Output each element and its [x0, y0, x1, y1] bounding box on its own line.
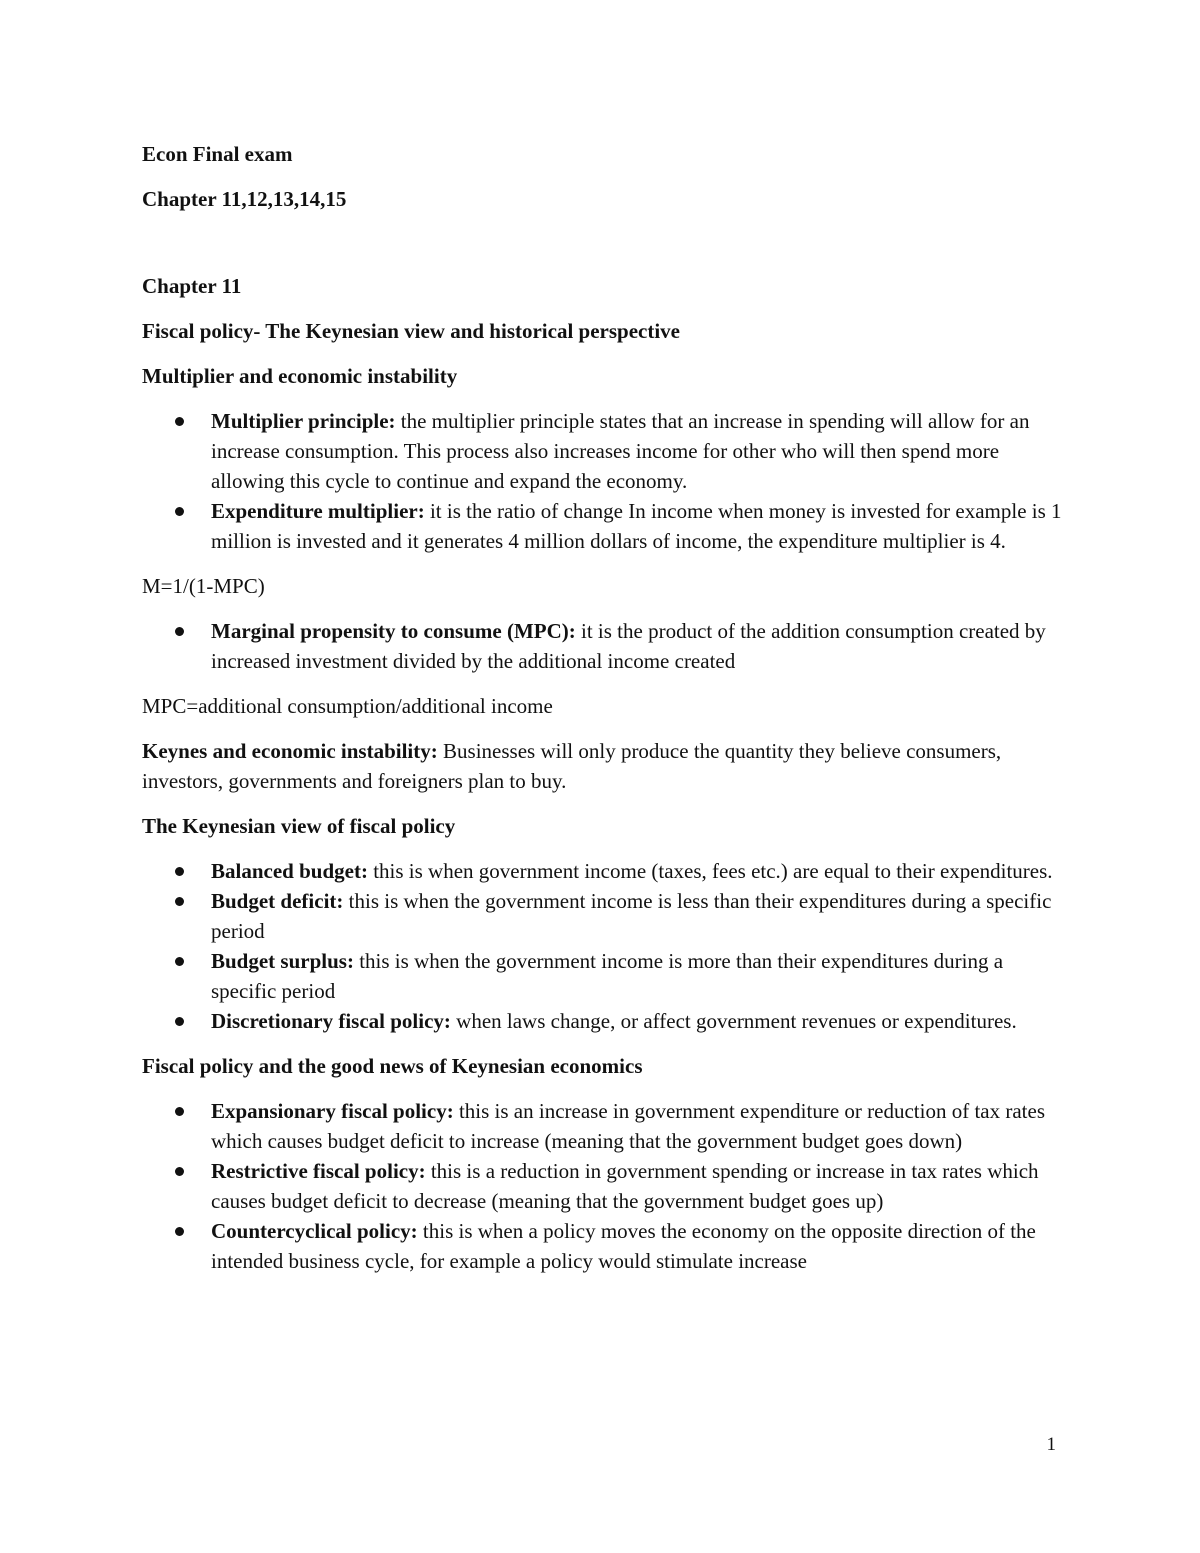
list-item-discretionary-policy	[142, 1006, 1072, 1036]
document-title: Econ Final exam	[142, 142, 293, 166]
page-number: 1	[1046, 1434, 1056, 1455]
bullet-icon	[175, 1107, 184, 1116]
definition: it is the product of the addition consumption created by increased investment divided by the additional income created	[211, 619, 1046, 673]
term: Countercyclical policy:	[211, 1219, 418, 1243]
section-heading-multiplier: Multiplier and economic instability	[142, 364, 458, 388]
term: Restrictive fiscal policy:	[211, 1159, 426, 1183]
term: Balanced budget:	[211, 859, 368, 883]
term: Budget surplus:	[211, 949, 354, 973]
definition: this is a reduction in government spending or increase in tax rates which causes budget deficit to decrease (meaning that the government budget goes up)	[211, 1159, 1039, 1213]
mpc-list	[142, 616, 1072, 676]
term: Keynes and economic instability:	[142, 739, 438, 763]
term: Expenditure multiplier:	[211, 499, 425, 523]
chapter-subtitle: Fiscal policy- The Keynesian view and historical perspective	[142, 319, 681, 343]
bullet-icon	[175, 1017, 184, 1026]
chapters-list: Chapter 11,12,13,14,15	[142, 187, 347, 211]
bullet-icon	[175, 867, 184, 876]
definition: this is when the government income is more than their expenditures during a specific period	[211, 949, 1004, 1003]
list-item-balanced-budget	[142, 856, 1072, 886]
list-item-mpc	[142, 616, 1072, 676]
bullet-icon	[175, 627, 184, 636]
bullet-icon	[175, 1167, 184, 1176]
list-item-budget-surplus	[142, 946, 1072, 1006]
definition: Businesses will only produce the quantity they believe consumers, investors, governments and foreigners plan to buy.	[142, 739, 1002, 793]
good-news-list	[142, 1096, 1072, 1276]
definition: this is when government income (taxes, fees etc.) are equal to their expenditures.	[367, 859, 1053, 883]
section-heading-good-news: Fiscal policy and the good news of Keynesian economics	[142, 1054, 643, 1078]
multiplier-formula: M=1/(1-MPC)	[142, 574, 265, 598]
keynesian-view-list	[142, 856, 1072, 1036]
bullet-icon	[175, 957, 184, 966]
list-item-expansionary-policy	[142, 1096, 1072, 1156]
mpc-formula: MPC=additional consumption/additional income	[142, 694, 553, 718]
term: Multiplier principle:	[211, 409, 396, 433]
bullet-icon	[175, 507, 184, 516]
definition: it is the ratio of change In income when money is invested for example is 1 million is invested and it generates 4 million dollars of income, the expenditure multiplier is 4.	[211, 499, 1062, 553]
definition: when laws change, or affect government revenues or expenditures.	[450, 1009, 1017, 1033]
document-body	[142, 139, 1072, 1291]
keynes-paragraph	[142, 736, 1072, 796]
section-heading-keynesian-view: The Keynesian view of fiscal policy	[142, 814, 456, 838]
list-item-expenditure-multiplier	[142, 496, 1072, 556]
term: Discretionary fiscal policy:	[211, 1009, 451, 1033]
list-item-budget-deficit	[142, 886, 1072, 946]
list-item-restrictive-policy	[142, 1156, 1072, 1216]
definition: this is when the government income is less than their expenditures during a specific period	[211, 889, 1052, 943]
list-item-multiplier-principle	[142, 406, 1072, 496]
bullet-icon	[175, 897, 184, 906]
term: Marginal propensity to consume (MPC):	[211, 619, 576, 643]
chapter-heading: Chapter 11	[142, 274, 242, 298]
term: Budget deficit:	[211, 889, 344, 913]
list-item-countercyclical-policy	[142, 1216, 1072, 1276]
definition: the multiplier principle states that an increase in spending will allow for an increase consumption. This process also increases income for other who will then spend more allowing this cycle to continue and expand the economy.	[211, 409, 1030, 493]
definition: this is when a policy moves the economy on the opposite direction of the intended business cycle, for example a policy would stimulate increase	[211, 1219, 1036, 1273]
bullet-icon	[175, 417, 184, 426]
definition: this is an increase in government expenditure or reduction of tax rates which causes budget deficit to increase (meaning that the government budget goes down)	[211, 1099, 1046, 1153]
multiplier-list	[142, 406, 1072, 556]
bullet-icon	[175, 1227, 184, 1236]
term: Expansionary fiscal policy:	[211, 1099, 454, 1123]
